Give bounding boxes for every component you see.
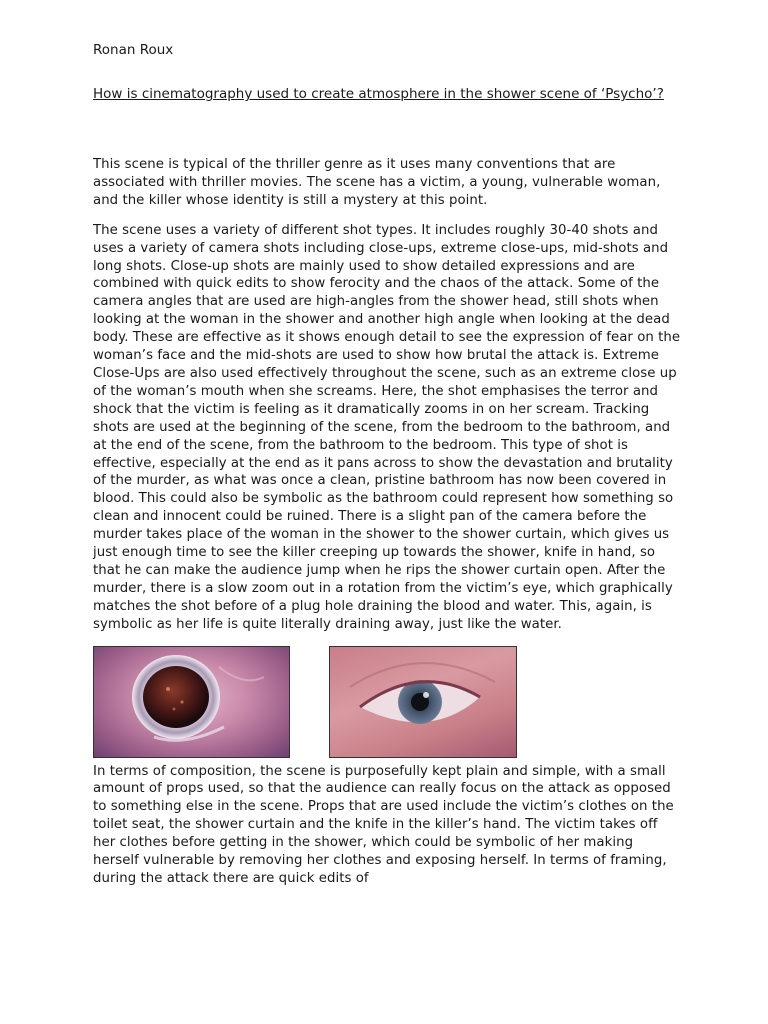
paragraph-shot-types: The scene uses a variety of different shot types. It includes roughly 30-40 shots and uses a variety of camera shots including close-ups, extreme close-ups, mid-shots and long shots. Close-up shots are mainly used to show detailed expressions and are combined with quick edits to show ferocity and the chaos of the attack. Some of the camera angles that are used are high-angles from the shower head, still shots when looking at the woman in the shower and another high angle when looking at the dead body. These are effective as it shows enough detail to see the expression of fear on the woman’s face and the mid-shots are used to show how brutal the attack is. Extreme Close-Ups are also used effectively throughout the scene, such as an extreme close up of the woman’s mouth when she screams. Here, the shot emphasises the terror and shock that the victim is feeling as it dramatically zooms in on her scream. Tracking shots are used at the beginning of the scene, from the bedroom to the bathroom, and at the end of the scene, from the bathroom to the bedroom. This type of shot is effective, especially at the end as it pans across to show the devastation and brutality of the murder, as what was once a clean, pristine bathroom has now been covered in blood. This could also be symbolic as the bathroom could represent how something so clean and innocent could be ruined. There is a slight pan of the camera before the murder takes place of the woman in the shower to the shower curtain, which gives us just enough time to see the killer creeping up towards the shower, knife in hand, so that he can make the audience jump when he rips the shower curtain open. After the murder, there is a slow zoom out in a rotation from the victim’s eye, which graphically matches the shot before of a plug hole draining the blood and water. This, again, is symbolic as her life is quite literally draining away, just like the water. [93,222,681,632]
plug-hole-image [93,646,290,758]
film-stills [93,646,683,763]
essay-title: How is cinematography used to create atmosphere in the shower scene of ‘Psycho’? [93,86,664,102]
paragraph-intro: This scene is typical of the thriller genre as it uses many conventions that are associated with thriller movies. The scene has a victim, a young, vulnerable woman, and the killer whose identity is still a mystery at this point. [93,157,661,208]
author-name: Ronan Roux [93,42,174,58]
paragraph-composition: In terms of composition, the scene is purposefully kept plain and simple, with a small amount of props used, so that the audience can really focus on the attack as opposed to something else in the scene. Props that are used include the victim’s clothes on the toilet seat, the shower curtain and the knife in the killer’s hand. The victim takes off her clothes before getting in the shower, which could be symbolic of her making herself vulnerable by removing her clothes and exposing herself. In terms of framing, during the attack there are quick edits of [93,763,674,886]
plug-hole-drawing [94,647,289,757]
eye-drawing [330,647,516,757]
document-page [93,40,683,900]
eye-image [329,646,517,758]
